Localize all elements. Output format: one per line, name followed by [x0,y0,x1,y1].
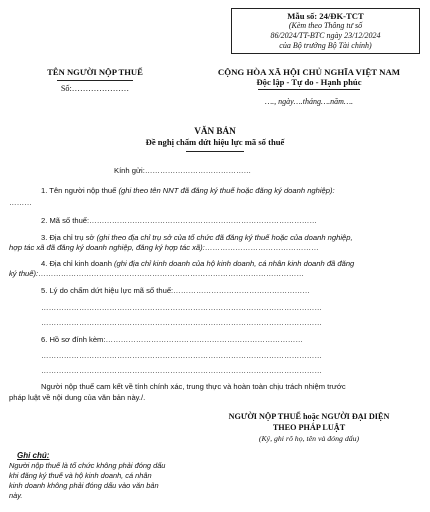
item-4-cont [9,269,304,279]
note-line-2: khi đăng ký thuế và hộ kinh doanh, cá nhân [9,471,152,480]
addressee-line: Kính gửi:…………………………………… [114,166,252,175]
date-line: …., ngày….tháng….năm…. [264,97,353,106]
item-1-label: 1. Tên người nộp thuế [41,186,119,195]
item-2: 2. Mã số thuế:……………………………………………………………………………… [41,216,317,225]
document-subtitle: Đề nghị chấm dứt hiệu lực mã số thuế [145,137,285,147]
item-3-hint-cont: hợp tác xã đã đăng ký doanh nghiệp, đăng ký hợp tác xã): [9,243,205,252]
item-1-hint: (ghi theo tên NNT đã đăng ký thuế hoặc đăng ký doanh nghiệp): [118,186,335,195]
item-4-dots: …………………………………………………………………………………………… [38,269,304,278]
commitment-line-2: pháp luật về nội dung của văn bản này./. [9,393,146,402]
item-6-dots-2: ………………………………………………………………………………………………… [41,366,322,375]
note-line-1: Người nộp thuế là tổ chức không phải đóng dấu [9,461,166,470]
taxpayer-name-heading: TÊN NGƯỜI NỘP THUẾ [47,67,143,77]
form-ref-line-3: của Bộ trưởng Bộ Tài chính) [279,41,372,50]
item-6: 6. Hồ sơ đính kèm:…………………………………………………………………… [41,335,303,344]
taxpayer-underline [57,80,133,81]
document-number: Số:………………… [60,84,130,93]
form-number: Mẫu số: 24/ĐK-TCT [287,11,364,21]
item-1 [41,186,335,196]
item-5: 5. Lý do chấm dứt hiệu lực mã số thuế:……………………………………………… [41,286,310,295]
signature-title-2: THEO PHÁP LUẬT [272,423,346,432]
note-heading: Ghi chú: [17,451,50,460]
item-5-dots-1: ………………………………………………………………………………………………… [41,303,322,312]
title-underline [186,151,244,152]
form-ref-line-2: 86/2024/TT-BTC ngày 23/12/2024 [270,31,381,40]
item-3-dots: ……………………………………… [204,243,319,252]
commitment-line-1: Người nộp thuế cam kết về tính chính xác, trung thực và hoàn toàn chịu trách nhiệm trước [41,382,346,391]
item-3-hint: (ghi theo địa chỉ trụ sở của tổ chức đã đăng ký thuế hoặc của doanh nghiệp, [96,233,353,242]
form-number-box [231,8,420,54]
item-3 [41,233,353,243]
note-body [9,461,165,501]
signature-title-1: NGƯỜI NỘP THUẾ hoặc NGƯỜI ĐẠI DIỆN [228,412,390,421]
item-4-hint: (ghi địa chỉ kinh doanh của hộ kinh doanh, cá nhân kinh doanh đã đăng [114,259,355,268]
document-title: VĂN BẢN [194,126,236,136]
item-6-dots-1: ………………………………………………………………………………………………… [41,351,322,360]
motto-underline [258,89,360,90]
national-title: CỘNG HÒA XÃ HỘI CHỦ NGHĨA VIỆT NAM [217,67,401,77]
note-line-3: kinh doanh không phải đóng dấu vào văn bản [9,481,159,490]
item-4 [41,259,354,269]
item-4-hint-cont: ký thuế): [9,269,39,278]
item-3-label: 3. Địa chỉ trụ sở [41,233,97,242]
item-3-cont [9,243,319,253]
signature-instructions: (Ký, ghi rõ họ, tên và đóng dấu) [258,434,360,443]
national-motto: Độc lập - Tự do - Hạnh phúc [256,77,362,87]
note-line-4: này. [9,491,23,500]
form-ref-line-1: (Kèm theo Thông tư số [288,21,363,30]
item-1-dots: ……… [9,198,32,207]
item-5-dots-2: ………………………………………………………………………………………………… [41,318,322,327]
item-4-label: 4. Địa chỉ kinh doanh [41,259,115,268]
